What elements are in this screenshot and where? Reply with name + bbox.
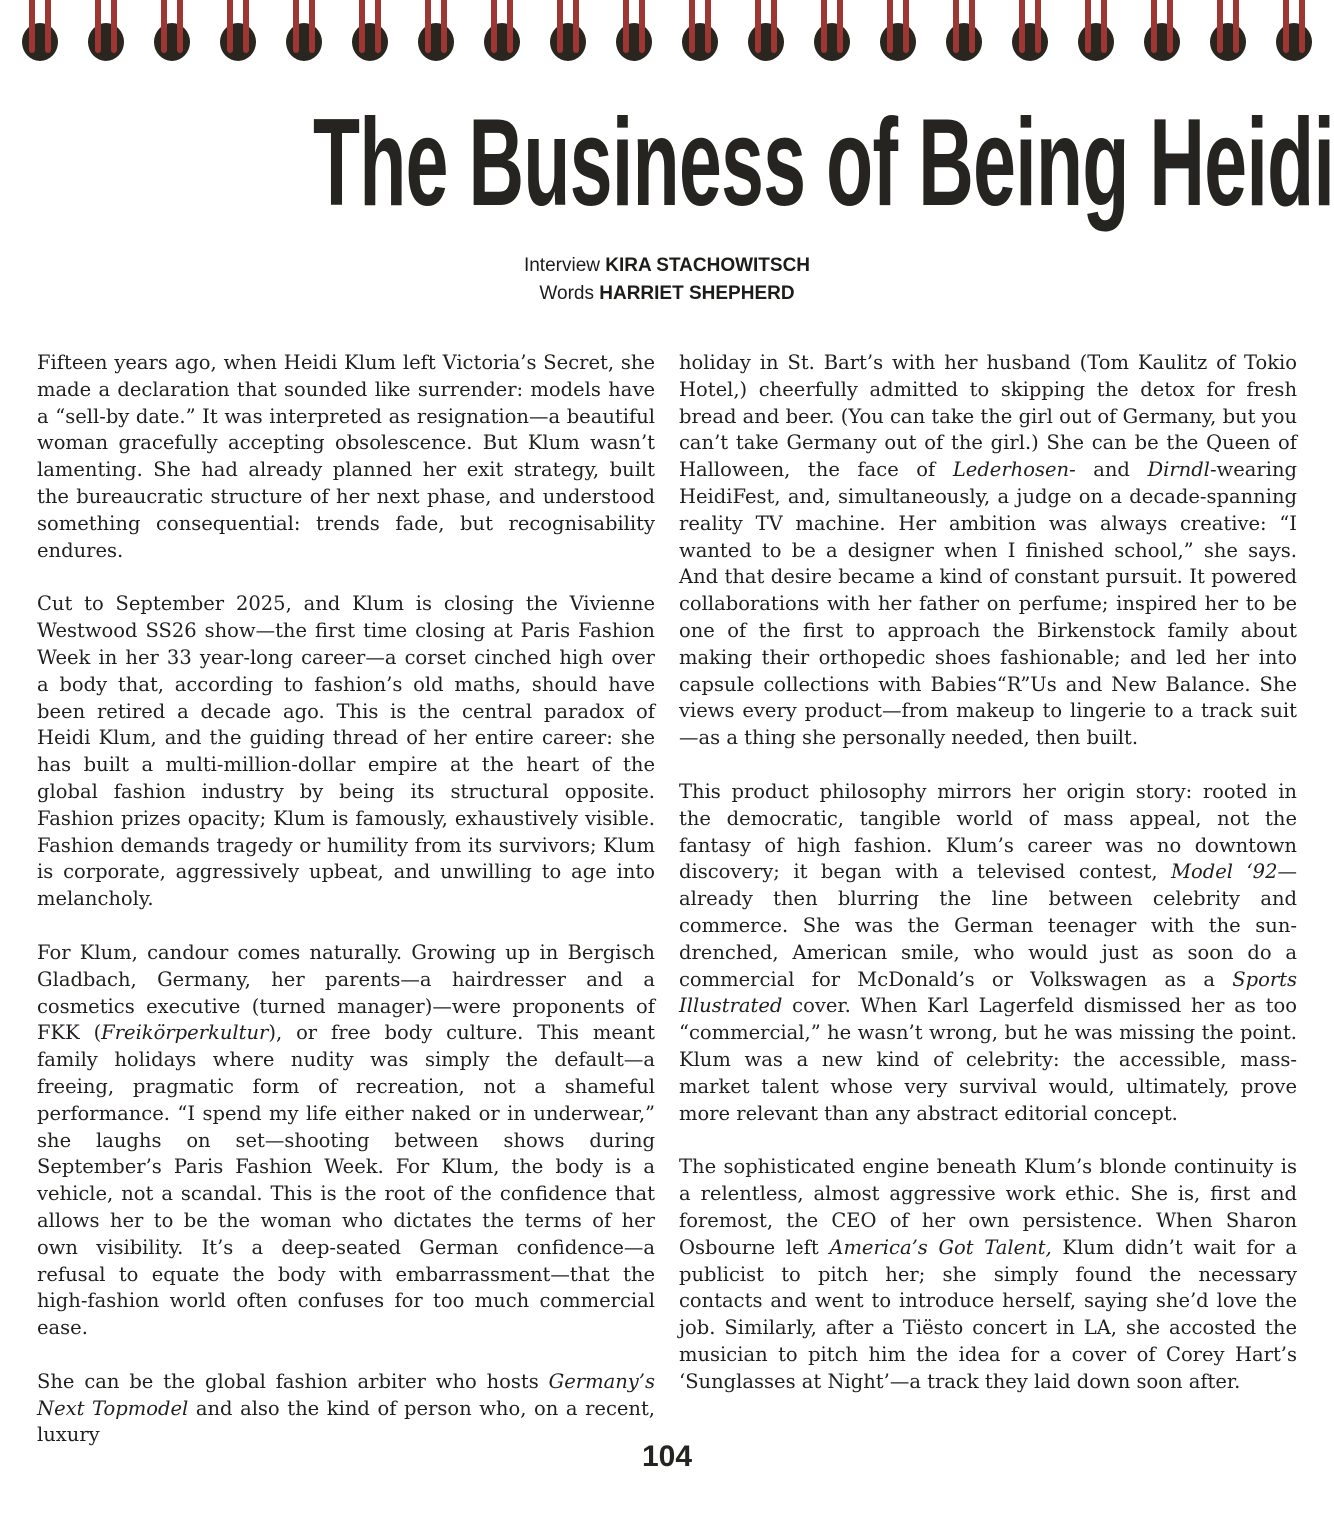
binding-hole-icon [154, 23, 190, 61]
text-run: holiday in St. Bart’s with her husband (Tom Kaulitz of Tokio Hotel,) cheerfully admitted to skipping the detox for fresh bread and beer. (You can take the girl out of Germany, but you can’t take Germany out of the girl.) She can be the Queen of Halloween, the face of [679, 351, 1297, 482]
paragraph [37, 1369, 655, 1449]
spiral-ring [286, 0, 322, 62]
text-run: Klum didn’t wait for a publicist to pitch her; she simply found the necessary contacts and went to introduce herself, saying she’d love the job. Similarly, after a Tiësto concert in LA, she accosted the musician to pitch him the idea for a cover of Corey Hart’s ‘Sunglasses at Night’—a track they laid down soon after. [679, 1235, 1297, 1393]
binding-wire-icon [821, 0, 827, 53]
paragraph [679, 779, 1297, 1127]
article-column-left [37, 350, 655, 1449]
spiral-ring [352, 0, 388, 62]
binding-wire-icon [887, 0, 893, 53]
binding-wire-icon [1283, 0, 1289, 53]
spiral-ring [748, 0, 784, 62]
binding-hole-icon [286, 23, 322, 61]
paragraph [679, 350, 1297, 752]
binding-wire-icon [375, 0, 381, 53]
binding-wire-icon [111, 0, 117, 53]
binding-wire-icon [293, 0, 299, 53]
spiral-ring [1078, 0, 1114, 62]
binding-hole-icon [484, 23, 520, 61]
binding-wire-icon [1299, 0, 1305, 53]
binding-wire-icon [95, 0, 101, 53]
article-column-right [679, 350, 1297, 1449]
binding-wire-icon [425, 0, 431, 53]
spiral-ring [616, 0, 652, 62]
credits [0, 252, 1334, 308]
binding-wire-icon [953, 0, 959, 53]
italic-run: Dirndl [1147, 458, 1210, 482]
binding-hole-icon [550, 23, 586, 61]
binding-hole-icon [616, 23, 652, 61]
spiral-ring [880, 0, 916, 62]
spiral-ring [682, 0, 718, 62]
binding-wire-icon [309, 0, 315, 53]
text-run: Fifteen years ago, when Heidi Klum left Victoria’s Secret, she made a declaration that sounded like surrender: models have a “sell-by date.” It was interpreted as resignation—a beautiful woman gracefully accepting obsolescence. But Klum wasn’t lamenting. She had already planned her exit strategy, built the bureaucratic structure of her next phase, and understood something consequential: trends fade, but recognisability endures. [37, 351, 655, 562]
text-run: Cut to September 2025, and Klum is closing the Vivienne Westwood SS26 show—the first time closing at Paris Fashion Week in her 33 year-long career—a corset cinched high over a body that, according to fashion’s old maths, should have been retired a decade ago. This is the central paradox of Heidi Klum, and the guiding thread of her entire career: she has built a multi-million-dollar empire at the heart of the global fashion industry by being its structural opposite. Fashion prizes opacity; Klum is famously, exhaustively visible. Fashion demands tragedy or humility from its survivors; Klum is corporate, aggressively upbeat, and unwilling to age into melancholy. [37, 592, 655, 911]
binding-wire-icon [1019, 0, 1025, 53]
binding-wire-icon [177, 0, 183, 53]
spiral-ring [1012, 0, 1048, 62]
spiral-ring [220, 0, 256, 62]
spiral-ring [946, 0, 982, 62]
binding-hole-icon [1276, 23, 1312, 61]
text-run: cover. When Karl Lagerfeld dismissed her as too “commercial,” he wasn’t wrong, but he was missing the point. Klum was a new kind of celebrity: the accessible, mass-market talent whose very survival would, ultimately, prove more relevant than any abstract editorial concept. [679, 994, 1297, 1125]
italic-run: America’s Got Talent, [829, 1235, 1052, 1259]
spiral-ring [1144, 0, 1180, 62]
text-run: -wearing HeidiFest, and, simultaneously, a judge on a decade-spanning reality TV machine. Her ambition was always creative: “I wanted to be a designer when I finished school,” she says. And that desire became a kind of constant pursuit. It powered collaborations with her father on perfume; inspired her to be one of the first to approach the Birkenstock family about making their orthopedic shoes fashionable; and led her into capsule collections with Babies“R”Us and New Balance. She views every product—from makeup to lingerie to a track suit—as a thing she personally needed, then built. [679, 458, 1297, 750]
spiral-ring [550, 0, 586, 62]
credit-name: HARRIET SHEPHERD [599, 283, 795, 304]
binding-hole-icon [418, 23, 454, 61]
text-run: ), or free body culture. This meant family holidays where nudity was simply the default—a freeing, pragmatic form of recreation, not a shameful performance. “I spend my life either naked or in underwear,” she laughs on set—shooting between shows during September’s Paris Fashion Week. For Klum, the body is a vehicle, not a scandal. This is the root of the confidence that allows her to be the woman who dictates the terms of her own visibility. It’s a deep-seated German confidence—a refusal to equate the body with embarrassment—that the high-fashion world often confuses for too much commercial ease. [37, 1021, 655, 1340]
page-number: 104 [641, 1440, 693, 1473]
binding-wire-icon [1233, 0, 1239, 53]
credit-line-words [0, 280, 1334, 308]
article-body [37, 350, 1297, 1449]
binding-wire-icon [573, 0, 579, 53]
credit-role: Words [539, 283, 594, 304]
binding-hole-icon [1078, 23, 1114, 61]
paragraph [679, 1154, 1297, 1395]
binding-wire-icon [1035, 0, 1041, 53]
binding-wire-icon [557, 0, 563, 53]
text-run: The sophisticated engine beneath Klum’s blonde continuity is a relentless, almost aggressive work ethic. She is, first and foremost, the CEO of her own persistence. When Sharon Osbourne left [679, 1155, 1297, 1259]
credit-line-interview [0, 252, 1334, 280]
spiral-ring [88, 0, 124, 62]
paragraph [37, 350, 655, 564]
text-run: —already then blurring the line between celebrity and commerce. She was the German teenager with the sun-drenched, American smile, who would just as soon do a commercial for McDonald’s or Volkswagen as a [679, 860, 1297, 991]
binding-hole-icon [1012, 23, 1048, 61]
credit-role: Interview [523, 255, 600, 276]
binding-hole-icon [682, 23, 718, 61]
binding-hole-icon [748, 23, 784, 61]
spiral-binding [0, 0, 1334, 62]
binding-wire-icon [969, 0, 975, 53]
binding-wire-icon [507, 0, 513, 53]
page-footer [0, 1440, 1334, 1474]
italic-run: Freikörperkultur [101, 1021, 269, 1045]
binding-hole-icon [946, 23, 982, 61]
binding-wire-icon [1167, 0, 1173, 53]
binding-hole-icon [352, 23, 388, 61]
binding-wire-icon [623, 0, 629, 53]
binding-wire-icon [227, 0, 233, 53]
binding-wire-icon [161, 0, 167, 53]
spiral-ring [154, 0, 190, 62]
paragraph [37, 591, 655, 913]
paragraph [37, 940, 655, 1342]
binding-wire-icon [1101, 0, 1107, 53]
binding-wire-icon [639, 0, 645, 53]
binding-wire-icon [45, 0, 51, 53]
text-run: and also the kind of person who, on a recent, luxury [37, 1396, 655, 1447]
spiral-ring [22, 0, 58, 62]
spiral-ring [484, 0, 520, 62]
binding-wire-icon [441, 0, 447, 53]
binding-wire-icon [903, 0, 909, 53]
spiral-ring [814, 0, 850, 62]
spiral-ring [1276, 0, 1312, 62]
binding-hole-icon [1210, 23, 1246, 61]
spiral-ring [1210, 0, 1246, 62]
binding-wire-icon [771, 0, 777, 53]
binding-wire-icon [359, 0, 365, 53]
binding-hole-icon [814, 23, 850, 61]
binding-hole-icon [22, 23, 58, 61]
binding-hole-icon [880, 23, 916, 61]
italic-run: Sports Illustrated [679, 967, 1297, 1018]
binding-wire-icon [29, 0, 35, 53]
binding-wire-icon [837, 0, 843, 53]
text-run: This product philosophy mirrors her origin story: rooted in the democratic, tangible world of mass appeal, not the fantasy of high fashion. Klum’s career was no downtown discovery; it began with a televised contest, [679, 779, 1297, 884]
spiral-ring [418, 0, 454, 62]
binding-hole-icon [88, 23, 124, 61]
binding-wire-icon [1151, 0, 1157, 53]
binding-wire-icon [705, 0, 711, 53]
binding-wire-icon [1085, 0, 1091, 53]
text-run: and [1075, 458, 1148, 482]
credit-name: KIRA STACHOWITSCH [605, 255, 811, 276]
italic-run: Model ‘92 [1171, 860, 1278, 884]
italic-run: Lederhosen- [952, 458, 1076, 482]
page-title-text: The Business of Being Heidi [312, 94, 1334, 232]
text-run: She can be the global fashion arbiter who hosts [37, 1369, 549, 1393]
binding-hole-icon [220, 23, 256, 61]
binding-wire-icon [491, 0, 497, 53]
page-title [0, 94, 1334, 232]
binding-hole-icon [1144, 23, 1180, 61]
binding-wire-icon [243, 0, 249, 53]
text-run: For Klum, candour comes naturally. Growing up in Bergisch Gladbach, Germany, her parents—a hairdresser and a cosmetics executive (turned manager)—were proponents of FKK ( [37, 940, 655, 1045]
binding-wire-icon [755, 0, 761, 53]
binding-wire-icon [689, 0, 695, 53]
binding-wire-icon [1217, 0, 1223, 53]
italic-run: Germany’s Next Topmodel [37, 1369, 655, 1420]
